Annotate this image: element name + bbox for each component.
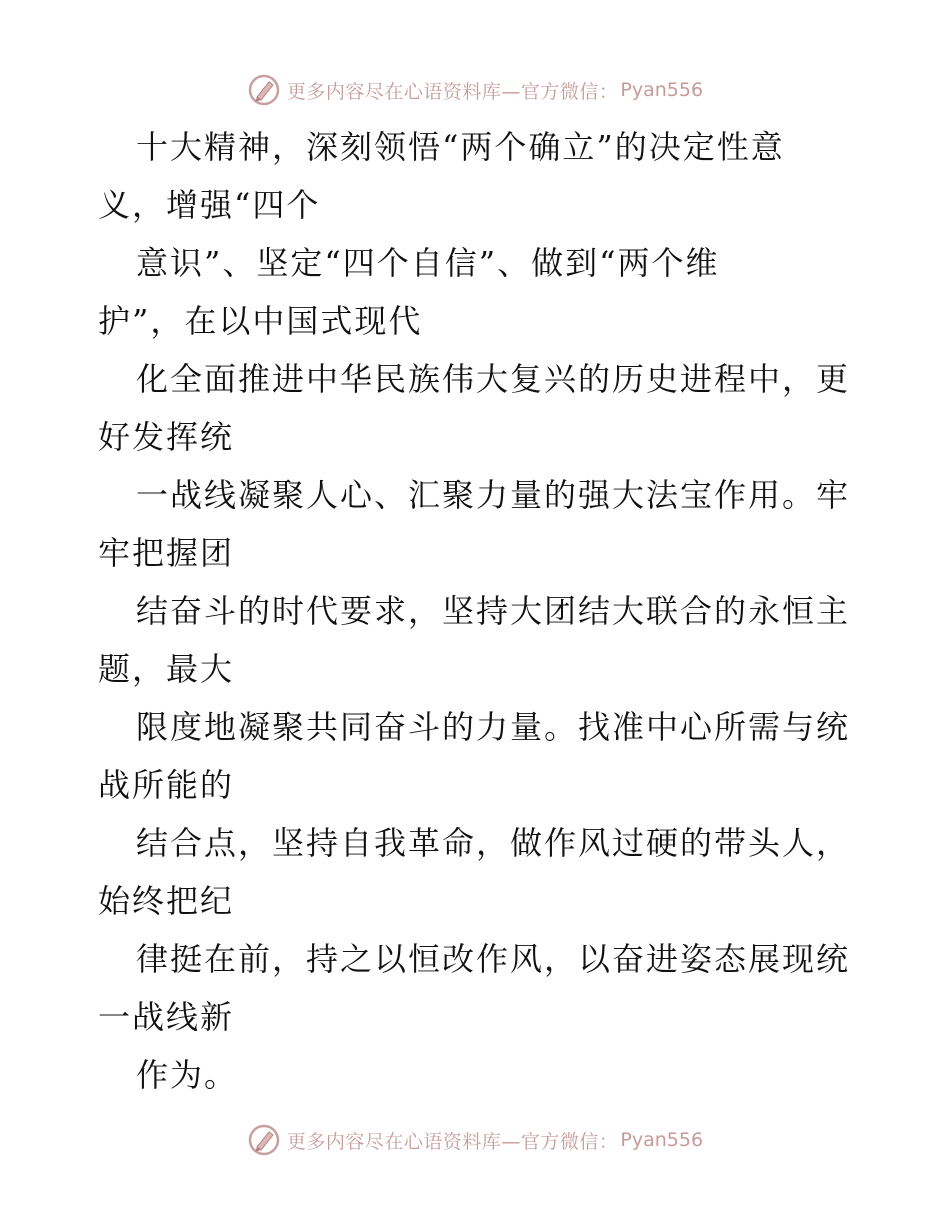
text-line: 律挺在前，持之以恒改作风，以奋进姿态展现统 [136,940,851,978]
text-line: 护”，在以中国式现代 [98,302,423,340]
text-line: 限度地凝聚共同奋斗的力量。找准中心所需与统 [136,708,851,746]
header-watermark [0,70,950,110]
pen-logo-icon [247,73,281,107]
pen-logo-icon [247,1123,281,1157]
text-line: 作为。 [136,1056,239,1094]
text-line: 题，最大 [98,650,235,688]
text-line: 义，增强“四个 [98,186,321,224]
text-line: 始终把纪 [98,882,235,920]
document-body [98,118,858,1104]
text-line: 意识”、坚定“四个自信”、做到“两个维 [136,244,720,282]
text-line: 结合点，坚持自我革命，做作风过硬的带头人， [136,824,851,862]
text-line: 一战线新 [98,998,235,1036]
text-line: 牢把握团 [98,534,235,572]
watermark-text: 更多内容尽在心语资料库—官方微信： [286,1130,619,1153]
text-line: 一战线凝聚人心、汇聚力量的强大法宝作用。牢 [136,476,851,514]
footer-watermark [0,1120,950,1160]
text-line: 结奋斗的时代要求，坚持大团结大联合的永恒主 [136,592,851,630]
watermark-text: 更多内容尽在心语资料库—官方微信： [286,80,619,103]
text-line: 化全面推进中华民族伟大复兴的历史进程中，更 [136,360,851,398]
watermark-wechat-id: Pyan556 [620,1129,704,1151]
text-line: 战所能的 [98,766,235,804]
text-line: 十大精神，深刻领悟“两个确立”的决定性意 [136,128,785,166]
text-line: 好发挥统 [98,418,235,456]
watermark-wechat-id: Pyan556 [620,79,704,101]
